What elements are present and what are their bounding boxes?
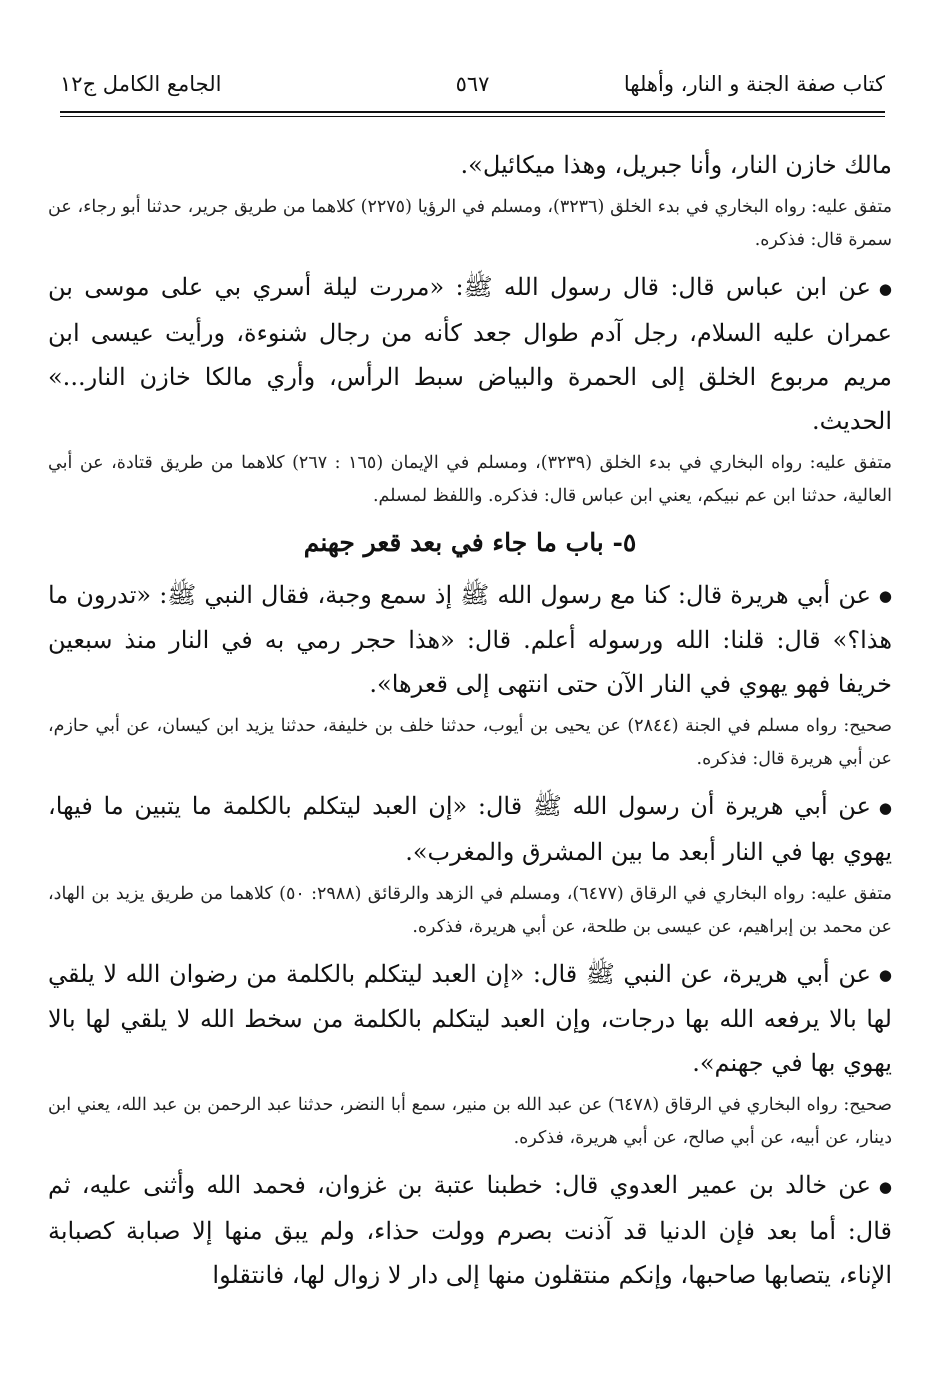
bullet-icon: ●	[878, 798, 892, 817]
hadith-text-body: عن ابن عباس قال: قال رسول الله ﷺ: «مررت ليلة أسري بي على موسى بن عمران عليه السلام، رجل آدم طوال جعد كأنه من رجال شنوءة، ورأيت عيسى ابن مريم مربوع الخلق إلى الحمرة والبياض سبط الرأس، وأري مالكا خازن النار...» الحديث.	[48, 273, 892, 435]
bullet-icon: ●	[878, 966, 892, 984]
page-number: ٥٦٧	[455, 72, 490, 96]
section-heading: ٥- باب ما جاء في بعد قعر جهنم	[303, 527, 637, 557]
bullet-icon: ●	[878, 279, 892, 298]
hadith-text	[48, 1163, 892, 1297]
page-content	[48, 143, 892, 1297]
hadith-text	[48, 784, 892, 874]
hadith-text	[48, 952, 892, 1086]
header-rule-thin	[60, 116, 885, 117]
hadith-source-note: متفق عليه: رواه البخاري في بدء الخلق (٣٢٣٦)، ومسلم في الرؤيا (٢٢٧٥) كلاهما من طريق جرير، حدثنا أبو رجاء، عن سمرة قال: فذكره.	[48, 197, 892, 250]
hadith-text-body: عن أبي هريرة أن رسول الله ﷺ قال: «إن العبد ليتكلم بالكلمة ما يتبين ما فيها، يهوي بها في النار أبعد ما بين المشرق والمغرب».	[48, 792, 892, 866]
bullet-icon: ●	[878, 1177, 892, 1196]
hadith-text	[48, 143, 892, 187]
hadith-text	[48, 265, 892, 443]
hadith-text	[48, 573, 892, 707]
bullet-icon: ●	[878, 587, 892, 605]
page-header	[60, 72, 885, 108]
hadith-text-body: عن خالد بن عمير العدوي قال: خطبنا عتبة بن غزوان، فحمد الله وأثنى عليه، ثم قال: أما بعد فإن الدنيا قد آذنت بصرم وولت حذاء، ولم يبق منها إلا صبابة كصبابة الإناء، يتصابها صاحبها، وإنكم منتقلون منها إلى دار لا زوال لها، فانتقلوا	[48, 1171, 892, 1289]
chapter-title: كتاب صفة الجنة و النار، وأهلها	[623, 72, 885, 96]
hadith-source-note: متفق عليه: رواه البخاري في بدء الخلق (٣٢٣٩)، ومسلم في الإيمان (١٦٥ : ٢٦٧) كلاهما من طريق قتادة، عن أبي العالية، حدثنا ابن عم نبيكم، يعني ابن عباس قال: فذكره. واللفظ لمسلم.	[48, 452, 892, 506]
book-title: الجامع الكامل ج١٢	[60, 72, 222, 96]
hadith-text-body: مالك خازن النار، وأنا جبريل، وهذا ميكائيل».	[460, 151, 892, 179]
hadith-text-body: عن أبي هريرة قال: كنا مع رسول الله ﷺ إذ سمع وجبة، فقال النبي ﷺ: «تدرون ما هذا؟» قال: قلنا: الله ورسوله أعلم. قال: «هذا حجر رمي به في النار منذ سبعين خريفا فهو يهوي في النار الآن حتى انتهى إلى قعرها».	[48, 580, 892, 698]
hadith-source-note: متفق عليه: رواه البخاري في الرقاق (٦٤٧٧)، ومسلم في الزهد والرقائق (٢٩٨٨: ٥٠) كلاهما من طريق يزيد بن الهاد، عن محمد بن إبراهيم، عن عيسى بن طلحة، عن أبي هريرة، فذكره.	[48, 883, 892, 937]
hadith-text-body: عن أبي هريرة، عن النبي ﷺ قال: «إن العبد ليتكلم بالكلمة من رضوان الله لا يلقي لها بالا يرفعه الله بها درجات، وإن العبد ليتكلم بالكلمة من سخط الله لا يلقي لها بالا يهوي بها في جهنم».	[48, 959, 892, 1077]
hadith-source-note: صحيح: رواه البخاري في الرقاق (٦٤٧٨) عن عبد الله بن منير، سمع أبا النضر، حدثنا عبد الرحمن بن عبد الله، يعني ابن دينار، عن أبيه، عن أبي صالح، عن أبي هريرة، فذكره.	[48, 1095, 892, 1148]
hadith-source-note: صحيح: رواه مسلم في الجنة (٢٨٤٤) عن يحيى بن أيوب، حدثنا خلف بن خليفة، حدثنا يزيد ابن كيسان، عن أبي حازم، عن أبي هريرة قال: فذكره.	[48, 716, 893, 769]
header-rule-thick	[60, 111, 885, 113]
